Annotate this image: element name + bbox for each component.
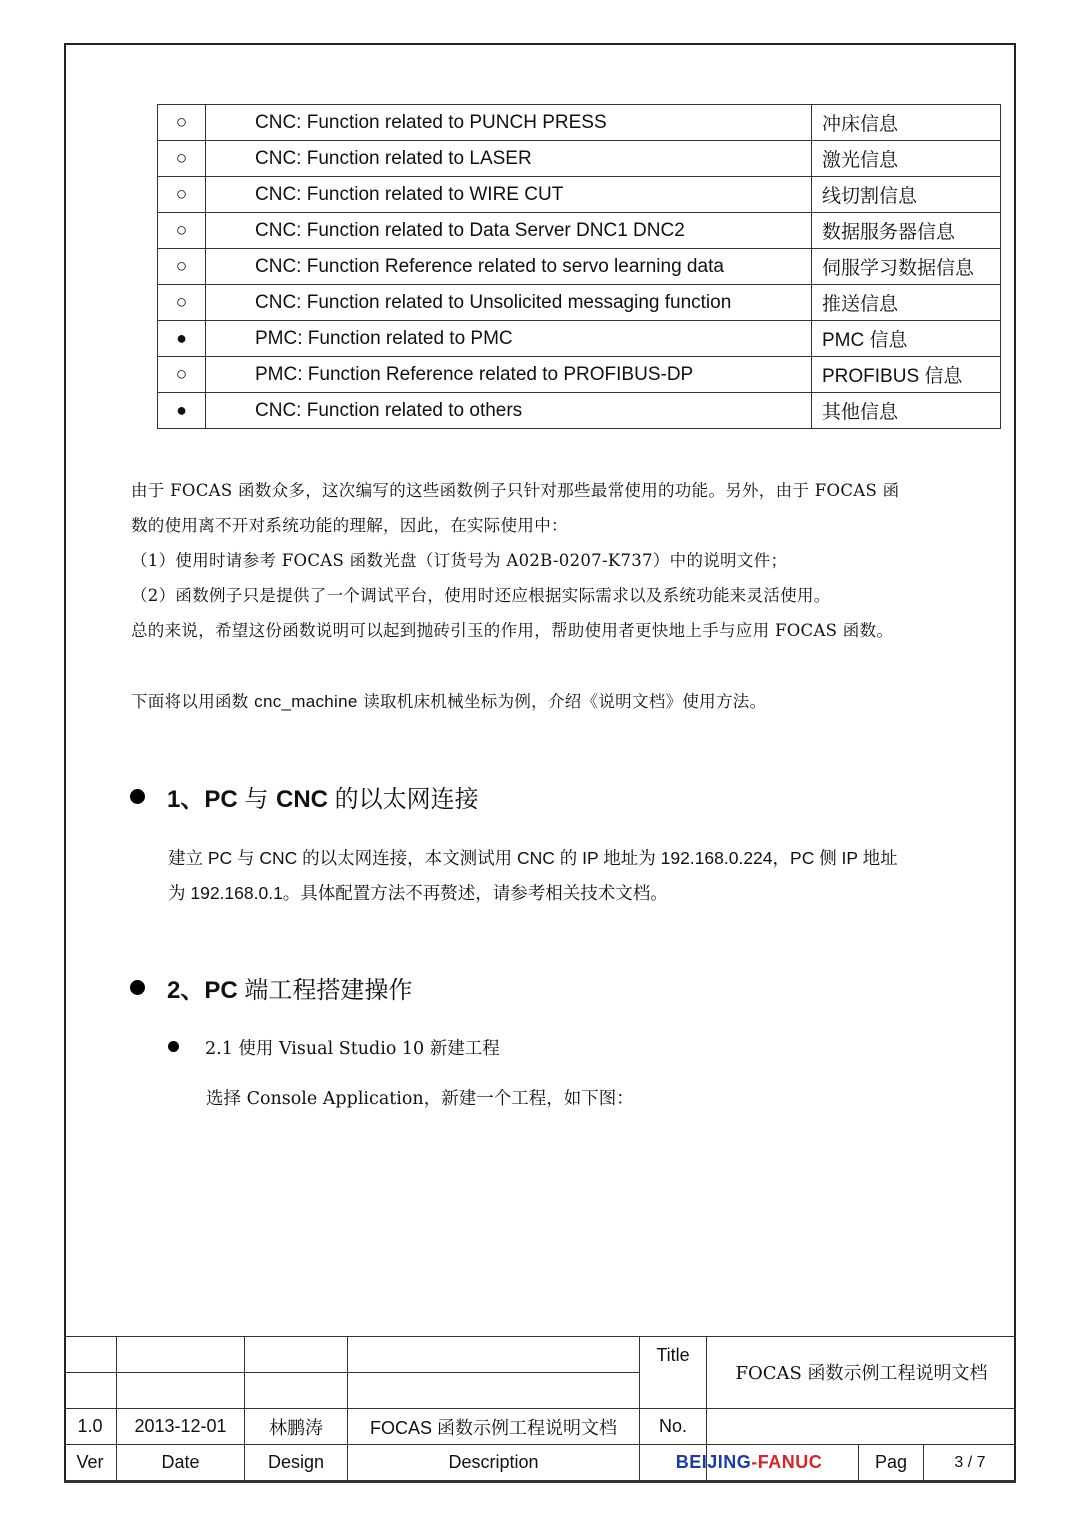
logo-part-fanuc: FANUC [757, 1452, 823, 1472]
footer-ver-label: Ver [76, 1452, 104, 1472]
example-suffix: 读取机床机械坐标为例，介绍《说明文档》使用方法。 [357, 692, 767, 711]
beijing-fanuc-logo [640, 1445, 858, 1480]
footer-title-value: FOCAS 函数示例工程说明文档 [735, 1363, 988, 1384]
function-chinese-name: 其他信息 [812, 393, 1001, 429]
logo-part-beijing: BEIJING [675, 1452, 752, 1472]
intro-line-5: 总的来说，希望这份函数说明可以起到抛砖引玉的作用，帮助使用者更快地上手与应用 FOCAS 函数。 [131, 621, 894, 640]
section-1-heading [130, 779, 479, 814]
footer-date-label: Date [161, 1452, 200, 1472]
support-mark: ○ [158, 141, 206, 177]
function-chinese-name: 推送信息 [812, 285, 1001, 321]
subsection-2-1-title: 2.1 使用 Visual Studio 10 新建工程 [205, 1039, 500, 1059]
support-mark: ○ [158, 213, 206, 249]
function-chinese-name: PMC 信息 [812, 321, 1001, 357]
footer-version: 1.0 [77, 1416, 103, 1436]
table-row [158, 177, 1001, 213]
footer-date: 2013-12-01 [134, 1416, 227, 1436]
intro-line-2: 数的使用离不开对系统功能的理解，因此，在实际使用中： [131, 516, 568, 535]
section-1-body-line-1: 建立 PC 与 CNC 的以太网连接，本文测试用 CNC 的 IP 地址为 192.168.0.224，PC 侧 IP 地址 [168, 848, 898, 868]
intro-line-1: 由于 FOCAS 函数众多，这次编写的这些函数例子只针对那些最常使用的功能。另外，由于 FOCAS 函 [131, 481, 900, 500]
function-description: CNC: Function Reference related to servo learning data [206, 249, 812, 285]
table-row [158, 249, 1001, 285]
function-chinese-name: PROFIBUS 信息 [812, 357, 1001, 393]
function-description: PMC: Function related to PMC [206, 321, 812, 357]
footer-title-label: Title [656, 1344, 690, 1365]
support-mark: ○ [158, 285, 206, 321]
bullet-icon [130, 980, 145, 995]
subsection-2-1-heading [168, 1035, 500, 1060]
intro-line-4: （2）函数例子只是提供了一个调试平台，使用时还应根据实际需求以及系统功能来灵活使用。 [131, 586, 831, 605]
document-footer [64, 1336, 1016, 1483]
function-chinese-name: 激光信息 [812, 141, 1001, 177]
footer-designer: 林鹏涛 [269, 1417, 323, 1439]
section-1-number: 1、PC [167, 786, 245, 813]
table-row [158, 393, 1001, 429]
footer-design-label: Design [267, 1452, 325, 1472]
support-mark: ○ [158, 357, 206, 393]
table-row [158, 105, 1001, 141]
section-2-number: 2、PC [167, 977, 245, 1004]
function-description: CNC: Function related to others [206, 393, 812, 429]
intro-example [131, 688, 971, 712]
table-row [158, 321, 1001, 357]
subsection-2-1-body: 选择 Console Application，新建一个工程，如下图： [206, 1089, 634, 1109]
logo-dash: - [751, 1452, 758, 1472]
example-prefix: 下面将以用函数 [131, 692, 255, 711]
function-chinese-name: 冲床信息 [812, 105, 1001, 141]
bullet-icon [168, 1041, 179, 1052]
footer-no-label: No. [658, 1416, 687, 1436]
support-mark: ○ [158, 177, 206, 213]
function-table [157, 104, 1001, 429]
footer-description-label: Description [448, 1452, 539, 1472]
section-1-title-rest: 的以太网连接 [334, 785, 479, 813]
table-row [158, 213, 1001, 249]
support-mark: ● [158, 393, 206, 429]
section-1-body-line-2: 为 192.168.0.1。具体配置方法不再赘述，请参考相关技术文档。 [168, 883, 668, 903]
function-description: CNC: Function related to PUNCH PRESS [206, 105, 812, 141]
function-description: CNC: Function related to Data Server DNC1 DNC2 [206, 213, 812, 249]
function-description: CNC: Function related to LASER [206, 141, 812, 177]
function-chinese-name: 数据服务器信息 [812, 213, 1001, 249]
support-mark: ○ [158, 249, 206, 285]
support-mark: ○ [158, 105, 206, 141]
footer-page-label: Pag [874, 1452, 908, 1472]
example-function-name: cnc_machine [254, 692, 358, 711]
section-2-heading [130, 970, 412, 1005]
table-row [158, 285, 1001, 321]
table-row [158, 141, 1001, 177]
function-description: CNC: Function related to Unsolicited messaging function [206, 285, 812, 321]
intro-line-3: （1）使用时请参考 FOCAS 函数光盘（订货号为 A02B-0207-K737）中的说明文件； [131, 551, 788, 570]
section-1-title-part: 与 [244, 785, 276, 813]
table-row [158, 357, 1001, 393]
function-description: PMC: Function Reference related to PROFIBUS-DP [206, 357, 812, 393]
section-2-title: 端工程搭建操作 [244, 976, 413, 1004]
bullet-icon [130, 789, 145, 804]
footer-description: FOCAS 函数示例工程说明文档 [369, 1417, 617, 1438]
function-chinese-name: 伺服学习数据信息 [812, 249, 1001, 285]
support-mark: ● [158, 321, 206, 357]
footer-page-value: 3 / 7 [954, 1453, 986, 1471]
function-chinese-name: 线切割信息 [812, 177, 1001, 213]
function-description: CNC: Function related to WIRE CUT [206, 177, 812, 213]
section-1-title-cnc: CNC [276, 786, 335, 813]
